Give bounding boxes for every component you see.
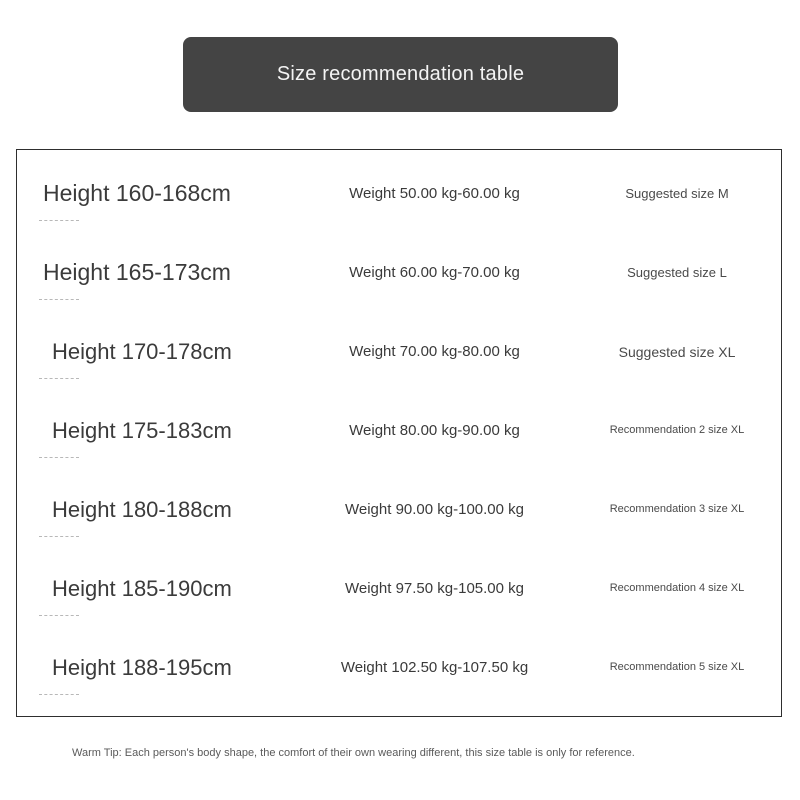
table-row bbox=[17, 312, 781, 391]
warm-tip-note: Warm Tip: Each person's body shape, the comfort of their own wearing different, this size table is only for reference. bbox=[72, 747, 635, 759]
height-cell: Height 175-183cm bbox=[52, 417, 232, 443]
weight-cell: Weight 102.50 kg-107.50 kg bbox=[340, 659, 529, 676]
height-cell: Height 180-188cm bbox=[52, 496, 232, 522]
table-row bbox=[17, 549, 781, 628]
weight-cell: Weight 90.00 kg-100.00 kg bbox=[344, 501, 524, 518]
weight-cell: Weight 50.00 kg-60.00 kg bbox=[349, 185, 520, 202]
size-cell: Suggested size L bbox=[627, 265, 727, 280]
height-cell: Height 165-173cm bbox=[43, 259, 231, 285]
dashed-underline bbox=[39, 457, 79, 460]
dashed-underline bbox=[39, 220, 79, 223]
size-cell: Recommendation 3 size XL bbox=[609, 503, 745, 515]
table-row bbox=[17, 154, 781, 233]
height-cell: Height 170-178cm bbox=[52, 338, 232, 364]
height-cell: Height 188-195cm bbox=[52, 654, 232, 680]
size-cell: Suggested size XL bbox=[618, 343, 736, 360]
size-cell: Suggested size M bbox=[625, 186, 729, 201]
dashed-underline bbox=[39, 615, 79, 618]
table-row bbox=[17, 233, 781, 312]
table-row bbox=[17, 470, 781, 549]
size-cell: Recommendation 4 size XL bbox=[609, 582, 745, 594]
dashed-underline bbox=[39, 694, 79, 697]
table-row bbox=[17, 391, 781, 470]
title-banner bbox=[183, 37, 618, 112]
table-row bbox=[17, 628, 781, 707]
size-cell: Recommendation 5 size XL bbox=[609, 661, 745, 673]
dashed-underline bbox=[39, 299, 79, 302]
size-cell: Recommendation 2 size XL bbox=[609, 424, 745, 436]
dashed-underline bbox=[39, 536, 79, 539]
height-cell: Height 185-190cm bbox=[52, 575, 232, 601]
height-cell: Height 160-168cm bbox=[43, 180, 231, 206]
weight-cell: Weight 80.00 kg-90.00 kg bbox=[349, 422, 520, 439]
weight-cell: Weight 60.00 kg-70.00 kg bbox=[349, 264, 520, 281]
dashed-underline bbox=[39, 378, 79, 381]
weight-cell: Weight 70.00 kg-80.00 kg bbox=[349, 343, 520, 360]
size-table bbox=[16, 149, 782, 717]
page-title: Size recommendation table bbox=[276, 63, 525, 85]
weight-cell: Weight 97.50 kg-105.00 kg bbox=[344, 580, 524, 597]
